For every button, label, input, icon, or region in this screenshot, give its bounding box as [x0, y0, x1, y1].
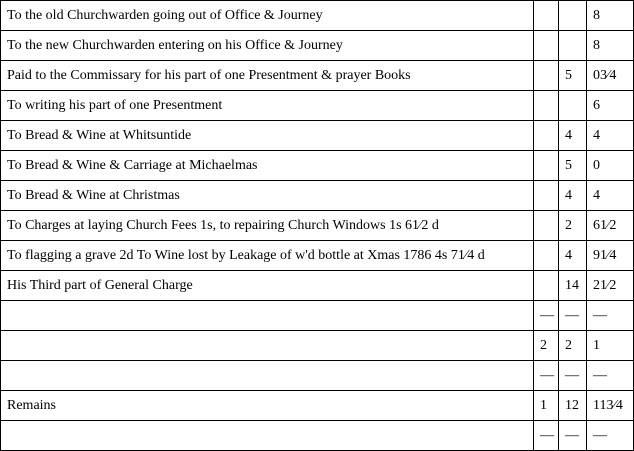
total-rule-row — [1, 361, 634, 391]
entry-description: To the new Churchwarden entering on his Office & Journey — [1, 31, 534, 61]
remains-row — [1, 391, 634, 421]
shillings-cell: 2 — [559, 331, 587, 361]
pounds-cell — [534, 211, 559, 241]
pounds-cell — [534, 151, 559, 181]
pounds-cell — [534, 271, 559, 301]
shillings-cell — [559, 1, 587, 31]
shillings-cell — [559, 31, 587, 61]
entry-description: To Bread & Wine & Carriage at Michaelmas — [1, 151, 534, 181]
pounds-rule: — — [534, 361, 559, 391]
pence-cell: 1 — [587, 331, 634, 361]
pounds-cell — [534, 31, 559, 61]
shillings-cell: 14 — [559, 271, 587, 301]
total-row — [1, 331, 634, 361]
entry-description: To Bread & Wine at Whitsuntide — [1, 121, 534, 151]
shillings-cell: 12 — [559, 391, 587, 421]
entry-description — [1, 421, 534, 451]
pence-cell: 4 — [587, 121, 634, 151]
entry-description: To flagging a grave 2d To Wine lost by Leakage of w'd bottle at Xmas 1786 4s 71⁄4 d — [1, 241, 534, 271]
pence-rule: — — [587, 361, 634, 391]
pence-cell: 21⁄2 — [587, 271, 634, 301]
entry-description: Paid to the Commissary for his part of one Presentment & prayer Books — [1, 61, 534, 91]
entry-description: To Charges at laying Church Fees 1s, to repairing Church Windows 1s 61⁄2 d — [1, 211, 534, 241]
shillings-cell: 2 — [559, 211, 587, 241]
shillings-rule: — — [559, 361, 587, 391]
table-row — [1, 31, 634, 61]
entry-description: To writing his part of one Presentment — [1, 91, 534, 121]
entry-description: Remains — [1, 391, 534, 421]
pence-cell: 91⁄4 — [587, 241, 634, 271]
shillings-cell — [559, 91, 587, 121]
shillings-rule: — — [559, 301, 587, 331]
pounds-cell: 1 — [534, 391, 559, 421]
pounds-cell — [534, 241, 559, 271]
pounds-cell — [534, 1, 559, 31]
pounds-cell — [534, 121, 559, 151]
subtotal-rule-row — [1, 301, 634, 331]
pence-cell: 4 — [587, 181, 634, 211]
shillings-cell: 4 — [559, 181, 587, 211]
entry-description: To the old Churchwarden going out of Office & Journey — [1, 1, 534, 31]
pence-cell: 8 — [587, 31, 634, 61]
shillings-rule: — — [559, 421, 587, 451]
table-row — [1, 151, 634, 181]
pounds-rule: — — [534, 301, 559, 331]
final-rule-row — [1, 421, 634, 451]
ledger-body — [1, 1, 634, 451]
shillings-cell: 5 — [559, 151, 587, 181]
entry-description: His Third part of General Charge — [1, 271, 534, 301]
table-row — [1, 271, 634, 301]
pence-cell: 8 — [587, 1, 634, 31]
entry-description: To Bread & Wine at Christmas — [1, 181, 534, 211]
table-row — [1, 91, 634, 121]
table-row — [1, 121, 634, 151]
pounds-cell — [534, 61, 559, 91]
table-row — [1, 61, 634, 91]
pounds-rule: — — [534, 421, 559, 451]
shillings-cell: 4 — [559, 121, 587, 151]
pence-cell: 03⁄4 — [587, 61, 634, 91]
pounds-cell — [534, 181, 559, 211]
pounds-cell — [534, 91, 559, 121]
pence-rule: — — [587, 301, 634, 331]
entry-description — [1, 301, 534, 331]
entry-description — [1, 361, 534, 391]
table-row — [1, 181, 634, 211]
table-row — [1, 1, 634, 31]
pence-cell: 61⁄2 — [587, 211, 634, 241]
pounds-cell: 2 — [534, 331, 559, 361]
pence-cell: 113⁄4 — [587, 391, 634, 421]
entry-description — [1, 331, 534, 361]
table-row — [1, 241, 634, 271]
pence-rule: — — [587, 421, 634, 451]
pence-cell: 6 — [587, 91, 634, 121]
shillings-cell: 4 — [559, 241, 587, 271]
pence-cell: 0 — [587, 151, 634, 181]
table-row — [1, 211, 634, 241]
shillings-cell: 5 — [559, 61, 587, 91]
